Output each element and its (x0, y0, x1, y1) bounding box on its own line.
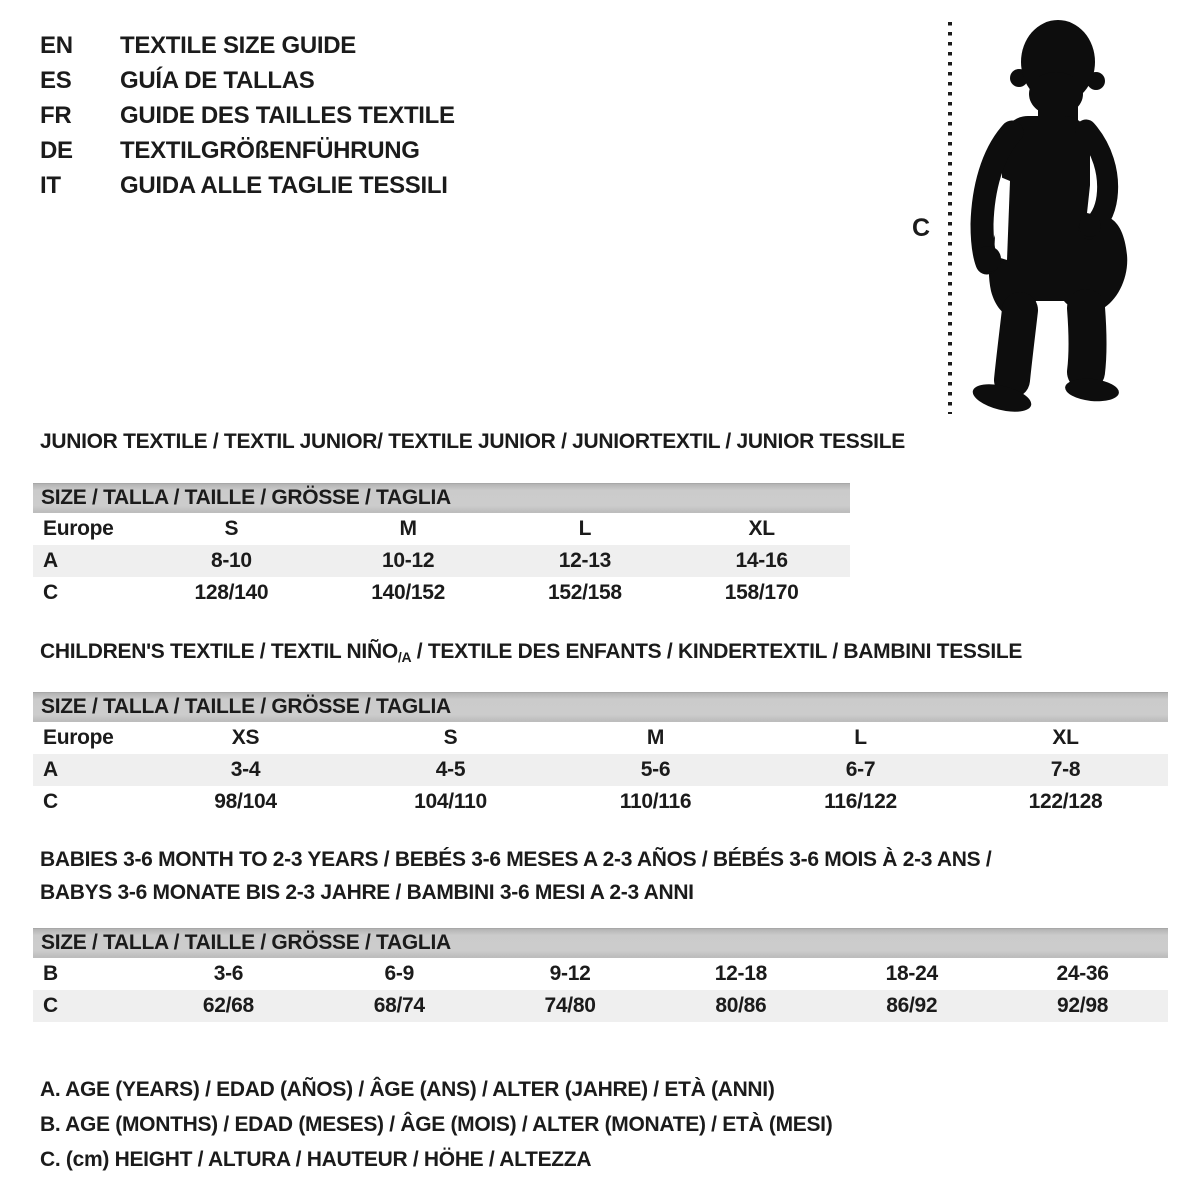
row-label: A (43, 549, 58, 572)
table-cell: 122/128 (1028, 790, 1103, 813)
table-cell: 7-8 (1050, 758, 1081, 781)
table-cell: 5-6 (640, 758, 671, 781)
table-cell: 24-36 (1056, 962, 1109, 985)
junior-row-europe (33, 513, 850, 545)
table-cell: 98/104 (214, 790, 277, 813)
language-row-de (40, 133, 455, 168)
baby-silhouette-figure (970, 20, 1127, 417)
table-cell: M (646, 726, 665, 749)
babies-size-table (33, 928, 1168, 1022)
table-cell: XL (1052, 726, 1079, 749)
table-cell: 6-7 (845, 758, 876, 781)
table-cell: 18-24 (885, 962, 938, 985)
language-row-it (40, 168, 455, 203)
children-section-title (40, 640, 1022, 665)
language-code: EN (40, 31, 73, 59)
legend-line-c: C. (cm) HEIGHT / ALTURA / HAUTEUR / HÖHE / ALTEZZA (40, 1148, 592, 1171)
guide-title-fr: GUIDE DES TAILLES TEXTILE (120, 101, 455, 129)
row-label: C (43, 994, 58, 1017)
children-title-prefix: CHILDREN'S TEXTILE / TEXTIL NIÑO (40, 640, 398, 663)
table-cell: XS (231, 726, 260, 749)
table-cell: 140/152 (371, 581, 446, 604)
table-cell: 4-5 (435, 758, 466, 781)
babies-title-line2: BABYS 3-6 MONATE BIS 2-3 JAHRE / BAMBINI 3-6 MESI A 2-3 ANNI (40, 881, 694, 904)
table-cell: 128/140 (194, 581, 269, 604)
table-cell: 104/110 (414, 790, 487, 813)
height-measure-label: C (912, 214, 930, 242)
guide-title-es: GUÍA DE TALLAS (120, 66, 315, 94)
table-cell: 6-9 (384, 962, 414, 985)
language-code: FR (40, 101, 72, 129)
language-row-fr (40, 98, 455, 133)
row-label: A (43, 758, 58, 781)
guide-title-en: TEXTILE SIZE GUIDE (120, 31, 356, 59)
table-cell: 110/116 (619, 790, 692, 813)
table-cell: S (443, 726, 458, 749)
table-cell: 3-4 (230, 758, 261, 781)
children-row-age (33, 754, 1168, 786)
junior-section-title: JUNIOR TEXTILE / TEXTIL JUNIOR/ TEXTILE JUNIOR / JUNIORTEXTIL / JUNIOR TESSILE (40, 430, 905, 453)
language-code: DE (40, 136, 73, 164)
junior-row-age (33, 545, 850, 577)
children-title-suffix: / TEXTILE DES ENFANTS / KINDERTEXTIL / BAMBINI TESSILE (411, 640, 1023, 663)
babies-row-months (33, 958, 1168, 990)
row-label: C (43, 581, 58, 604)
table-cell: XL (748, 517, 775, 540)
table-cell: 14-16 (735, 549, 788, 572)
babies-section-title (40, 843, 991, 909)
table-cell: 62/68 (202, 994, 254, 1017)
table-cell: 152/158 (547, 581, 622, 604)
language-code: IT (40, 171, 61, 199)
junior-row-height (33, 577, 850, 609)
babies-size-header-bar: SIZE / TALLA / TAILLE / GRÖSSE / TAGLIA (33, 928, 1168, 958)
table-cell: 80/86 (715, 994, 767, 1017)
table-cell: 86/92 (886, 994, 938, 1017)
babies-row-height (33, 990, 1168, 1022)
table-cell: M (399, 517, 417, 540)
children-size-header-bar: SIZE / TALLA / TAILLE / GRÖSSE / TAGLIA (33, 692, 1168, 722)
row-label: Europe (43, 517, 114, 540)
row-label: B (43, 962, 58, 985)
table-cell: 12-18 (714, 962, 768, 985)
row-label: C (43, 790, 58, 813)
junior-size-header-bar: SIZE / TALLA / TAILLE / GRÖSSE / TAGLIA (33, 483, 850, 513)
table-cell: S (224, 517, 239, 540)
babies-title-line1: BABIES 3-6 MONTH TO 2-3 YEARS / BEBÉS 3-6 MESES A 2-3 AÑOS / BÉBÉS 3-6 MOIS À 2-3 ANS / (40, 848, 992, 871)
baby-silhouette-icon (940, 14, 1145, 418)
legend-line-a: A. AGE (YEARS) / EDAD (AÑOS) / ÂGE (ANS) / ALTER (JAHRE) / ETÀ (ANNI) (40, 1078, 775, 1101)
table-cell: 158/170 (724, 581, 799, 604)
table-cell: 12-13 (558, 549, 611, 572)
measure-legend (40, 1072, 832, 1177)
table-cell: 92/98 (1057, 994, 1109, 1017)
guide-title-it: GUIDA ALLE TAGLIE TESSILI (120, 171, 448, 199)
children-row-height (33, 786, 1168, 818)
children-title-sub: /A (397, 649, 412, 665)
table-cell: 10-12 (382, 549, 435, 572)
language-code: ES (40, 66, 72, 94)
table-cell: 3-6 (213, 962, 244, 985)
junior-size-table (33, 483, 850, 609)
legend-line-b: B. AGE (MONTHS) / EDAD (MESES) / ÂGE (MOIS) / ALTER (MONATE) / ETÀ (MESI) (40, 1113, 833, 1136)
table-cell: 9-12 (549, 962, 591, 985)
table-cell: 8-10 (210, 549, 252, 572)
table-cell: L (578, 517, 592, 540)
language-row-en (40, 28, 455, 63)
language-row-es (40, 63, 455, 98)
guide-title-de: TEXTILGRÖßENFÜHRUNG (120, 136, 420, 164)
row-label: Europe (43, 726, 114, 749)
table-cell: L (854, 726, 867, 749)
children-row-europe (33, 722, 1168, 754)
language-title-list (40, 28, 455, 203)
table-cell: 74/80 (544, 994, 596, 1017)
table-cell: 68/74 (373, 994, 425, 1017)
table-cell: 116/122 (824, 790, 897, 813)
children-size-table (33, 692, 1168, 818)
